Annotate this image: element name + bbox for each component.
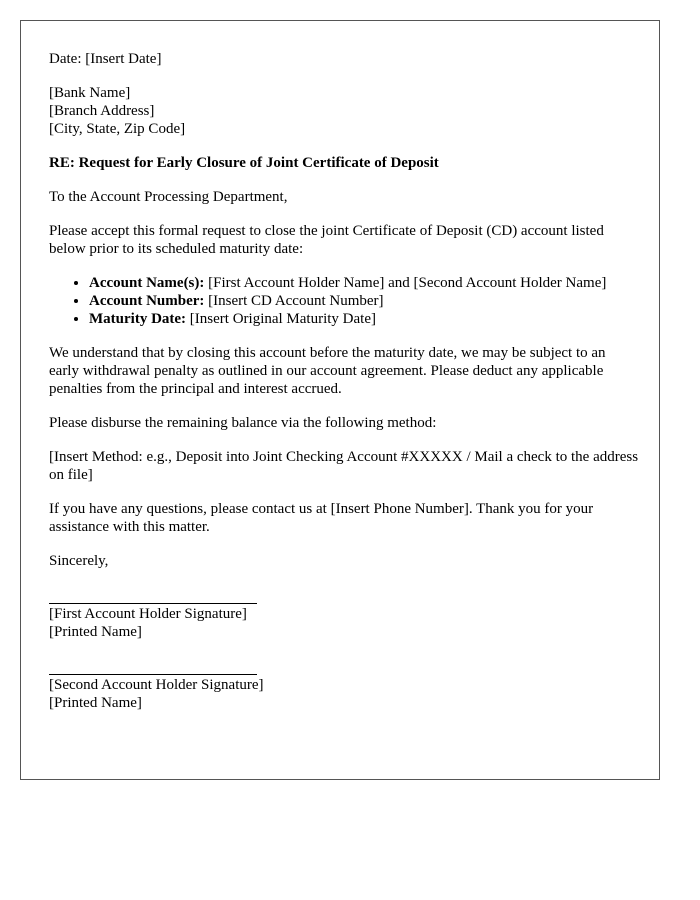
bank-address	[49, 84, 639, 138]
letter-page	[20, 20, 660, 780]
penalty-paragraph: We understand that by closing this account before the maturity date, we may be subject to an early withdrawal penalty as outlined in our account agreement. Please deduct any applicable penalties from the principal and interest accrued.	[49, 345, 606, 397]
signature-space	[49, 657, 639, 674]
first-signature-block	[49, 586, 639, 641]
second-printed-name: [Printed Name]	[49, 695, 142, 711]
date-line: Date: [Insert Date]	[49, 51, 162, 67]
signature-space	[49, 586, 639, 603]
salutation: To the Account Processing Department,	[49, 189, 288, 205]
method-paragraph: [Insert Method: e.g., Deposit into Joint Checking Account #XXXXX / Mail a check to the address on file]	[49, 449, 639, 483]
second-signature-label: [Second Account Holder Signature]	[49, 677, 264, 693]
account-number-item	[89, 292, 639, 310]
maturity-date-value: [Insert Original Maturity Date]	[186, 311, 376, 327]
maturity-date-label: Maturity Date:	[89, 311, 187, 327]
account-number-label: Account Number:	[89, 293, 205, 309]
first-signature-label: [First Account Holder Signature]	[49, 606, 247, 622]
account-details-list	[49, 274, 639, 328]
account-number-value: [Insert CD Account Number]	[204, 293, 384, 309]
account-name-item	[89, 274, 639, 292]
signature-line	[49, 603, 257, 604]
bank-name: [Bank Name]	[49, 85, 131, 101]
city-state-zip: [City, State, Zip Code]	[49, 121, 186, 137]
branch-address: [Branch Address]	[49, 103, 155, 119]
closing: Sincerely,	[49, 553, 109, 569]
letter-body	[49, 50, 639, 728]
contact-paragraph: If you have any questions, please contact us at [Insert Phone Number]. Thank you for your assistance with this matter.	[49, 501, 594, 535]
intro-paragraph: Please accept this formal request to close the joint Certificate of Deposit (CD) account listed below prior to its scheduled maturity date:	[49, 223, 604, 257]
account-name-value: [First Account Holder Name] and [Second Account Holder Name]	[204, 275, 607, 291]
first-printed-name: [Printed Name]	[49, 624, 142, 640]
second-signature-block	[49, 657, 639, 712]
maturity-date-item	[89, 310, 639, 328]
account-name-label: Account Name(s):	[89, 275, 205, 291]
disburse-paragraph: Please disburse the remaining balance via the following method:	[49, 415, 437, 431]
subject-line: RE: Request for Early Closure of Joint Certificate of Deposit	[49, 155, 439, 171]
signature-line	[49, 674, 257, 675]
